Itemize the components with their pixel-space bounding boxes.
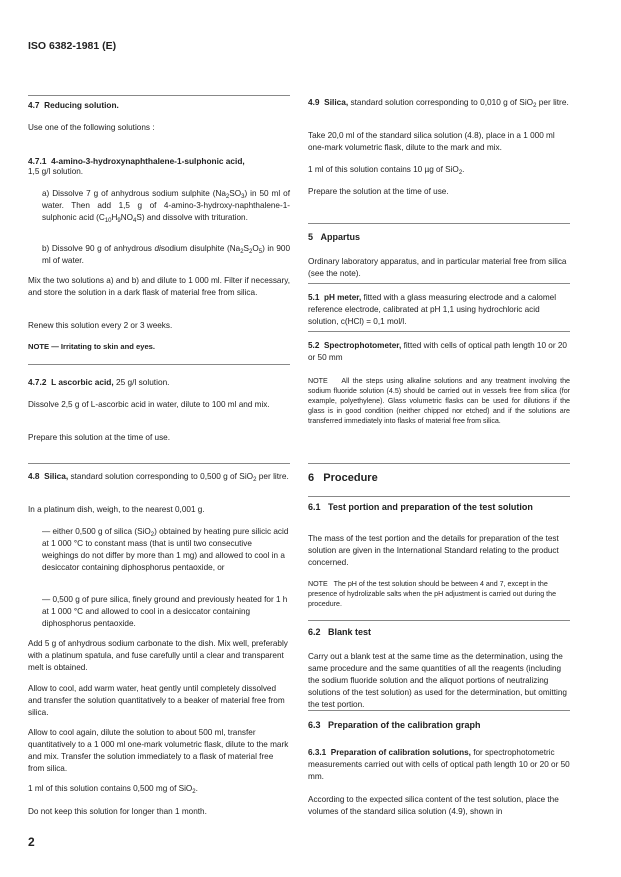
page-number: 2 [28, 835, 35, 849]
weigh-paragraph: In a platinum dish, weigh, to the nearest 0,001 g. [28, 505, 205, 514]
mix-paragraph: Mix the two solutions a) and b) and dilute to 1 000 ml. Filter if necessary, and store the solution in a dark flask of material free from silica. [28, 276, 290, 297]
section-divider [308, 463, 570, 464]
section-4-9-heading: 4.9 Silica, standard solution corresponding to 0,010 g of SiO$_2$ per litre. [308, 97, 569, 109]
section-divider [308, 620, 570, 621]
section-divider [28, 463, 290, 464]
prepare-paragraph: Prepare this solution at the time of use. [28, 433, 170, 442]
section-divider [308, 496, 570, 497]
section-6-3-1: 6.3.1 Preparation of calibration solutions, for spectrophotometric measurements carried out with cells of optical path length 10 or 20 or 50 mm. [308, 748, 570, 781]
section-6-1-heading: 6.1 Test portion and preparation of the test solution [308, 502, 533, 512]
silica-note: NOTE All the steps using alkaline solutions and any treatment involving the sodium fluoride solution (4.5) should be carried out in vessels free from silica (for example, polyethylene). Glass volumetric flasks can be used for dilutions if the glass is in good condition (neither chipped nor etched) and if the solutions are transferred immediately into flasks of material free from silica. [308, 377, 571, 425]
ph-note: NOTE The pH of the test solution should be between 4 and 7, except in the presence of hydrolizable salts when the pH adjustment is carried out during the procedure. [308, 580, 557, 608]
according-paragraph: According to the expected silica content of the test solution, place the volumes of the standard silica solution (4.9), shown in [308, 795, 559, 816]
section-6-2-heading: 6.2 Blank test [308, 627, 372, 637]
or-item: — 0,500 g of pure silica, finely ground and previously heated for 1 h at 1 000 °C and allowed to cool in a desiccator containing diphosphorus pentaoxide. [42, 595, 288, 628]
test-portion-paragraph: The mass of the test portion and the details for preparation of the test solution are given in the International Standard relating to the product concerned. [308, 534, 559, 567]
concentration-paragraph: 1 ml of this solution contains 0,500 mg of SiO$_2$. [28, 784, 198, 795]
section-6-heading: 6 Procedure [308, 472, 378, 484]
renew-paragraph: Renew this solution every 2 or 3 weeks. [28, 321, 173, 330]
section-divider [308, 710, 570, 711]
take-paragraph: Take 20,0 ml of the standard silica solution (4.8), place in a 1 000 ml one-mark volumetric flask, dilute to the mark and mix. [308, 131, 555, 152]
section-4-7-1-heading: 4.7.1 4-amino-3-hydroxynaphthalene-1-sulphonic acid, [28, 156, 245, 166]
right-prepare-paragraph: Prepare the solution at the time of use. [308, 187, 449, 196]
either-item: — either 0,500 g of silica (SiO$_2$) obtained by heating pure silicic acid at 1 000 °C to constant mass (that is until two consecutive weighings do not differ by more than 1 mg) and allowed to cool in a desiccator containing diphosphorus pentaoxide, or [42, 527, 289, 572]
section-5-1: 5.1 pH meter, fitted with a glass measuring electrode and a calomel reference electrode, calibrated at pH 1,1 using hydrochloric acid solution, c(HCl) = 0,1 mol/l. [308, 293, 557, 326]
add-paragraph: Add 5 g of anhydrous sodium carbonate to the dish. Mix well, preferably with a platinum spatula, and fuse carefully until a clear and transparent melt is obtained. [28, 639, 288, 672]
document-header: ISO 6382-1981 (E) [28, 40, 117, 52]
irritant-note: NOTE — Irritating to skin and eyes. [28, 342, 156, 351]
apparatus-paragraph: Ordinary laboratory apparatus, and in particular material free from silica (see the note). [308, 257, 567, 278]
section-4-7-2-heading: 4.7.2 L ascorbic acid, 25 g/l solution. [28, 377, 170, 387]
donot-keep-paragraph: Do not keep this solution for longer than 1 month. [28, 807, 207, 816]
section-5-heading: 5 Appartus [308, 232, 361, 242]
column-divider [28, 95, 290, 96]
section-4-7-intro: Use one of the following solutions : [28, 123, 155, 132]
section-divider [28, 364, 290, 365]
blank-test-paragraph: Carry out a blank test at the same time as the determination, using the same procedure and the same quantities of all the reagents (including the sodium fluoride solution and the aliquot portions of neutralizing solutions of the test solution) as used for the determination, but omitting the test portion. [308, 652, 567, 709]
allow-again-paragraph: Allow to cool again, dilute the solution to about 500 ml, transfer quantitatively to a 1 000 ml one-mark volumetric flask, dilute to the mark and mix. Transfer the solution immediately to a flask of material free from silica. [28, 728, 289, 773]
section-divider [308, 331, 570, 332]
section-divider [308, 283, 570, 284]
right-concentration-paragraph: 1 ml of this solution contains 10 µg of SiO$_2$. [308, 165, 465, 176]
solution-b-text: b) Dissolve 90 g of anhydrous disodium disulphite $(Na_2S_2O_5)$ in 900 ml of water. [42, 244, 291, 265]
section-6-3-heading: 6.3 Preparation of the calibration graph [308, 720, 481, 730]
section-4-7-1-conc: 1,5 g/l solution. [28, 167, 84, 176]
dissolve-paragraph: Dissolve 2,5 g of L-ascorbic acid in water, dilute to 100 ml and mix. [28, 400, 270, 409]
section-divider [308, 223, 570, 224]
solution-a-text: a) Dissolve 7 g of anhydrous sodium sulphite $(Na_2SO_3)$ in 50 ml of water. Then add 1,5 g of 4-amino-3-hydroxy-naphthalene-1-sulphonic acid $(C_{10}H_9NO_4S)$ and dissolve with trituration. [42, 189, 290, 224]
section-4-8-heading: 4.8 Silica, standard solution corresponding to 0,500 g of SiO$_2$ per litre. [28, 471, 289, 483]
allow-paragraph: Allow to cool, add warm water, heat gently until completely dissolved and transfer the solution quantitatively to a beaker of material free from silica. [28, 684, 285, 717]
section-5-2: 5.2 Spectrophotometer, fitted with cells of optical path length 10 or 20 or 50 mm [308, 341, 567, 362]
section-4-7-heading: 4.7 Reducing solution. [28, 100, 119, 110]
